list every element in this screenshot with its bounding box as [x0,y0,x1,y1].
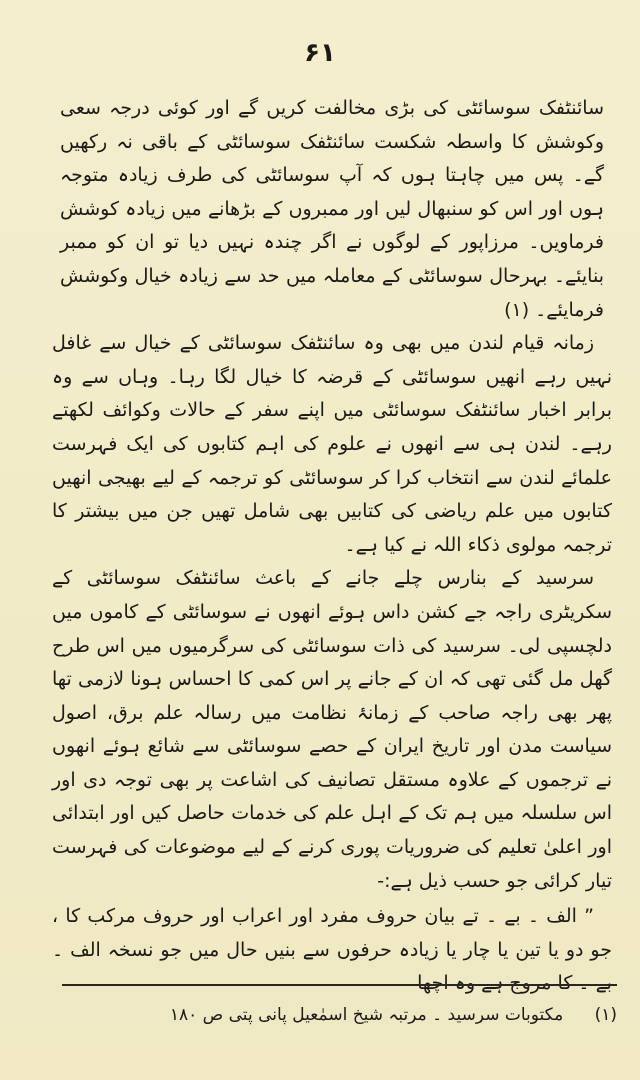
footnote-marker: (۱) [594,1005,617,1025]
footnote-divider [62,984,617,986]
footnote-reference: (۱) [504,298,530,321]
letter-paragraph [52,92,612,327]
benares-paragraph: سرسید کے بنارس چلے جانے کے باعث سائنٹفک سوسائٹی کے سکریٹری راجہ جے کشن داس ہوئے انھوں نے سوسائٹی کے کاموں میں دلچسپی لی۔ سرسید کی ذات سوسائٹی کی سرگرمیوں میں اس طرح گھل مل گئی تھی کہ ان کے جانے پر اس کمی کا احساس ہونا لازمی تھا پھر بھی راجہ صاحب کے زمانۂ نظامت میں رسالہ علم برق، اصول سیاست مدن اور تاریخ ایران کے حصے سوسائٹی سے شائع ہوئے انھوں نے ترجموں کے علاوہ مستقل تصانیف کی اشاعت پر بھی توجہ دی اور اس سلسلہ میں ہم تک کے اہل علم کی خدمات حاصل کیں اور ابتدائی اور اعلیٰ تعلیم کی ضروریات پوری کرنے کے لیے موضوعات کی فہرست تیار کرائی جو حسب ذیل ہے:- [52,567,612,892]
quoted-paragraph: ” الف ۔ بے ۔ تے بیان حروف مفرد اور اعراب اور حروف مرکب کا ، جو دو یا تین یا چار یا زیادہ حرفوں سے بنیں حال میں جو نسخہ الف ۔ بے ۔ کا مروج ہے وہ اچھا [52,905,612,995]
page-number: ۶۱ [304,38,336,68]
london-paragraph: زمانہ قیام لندن میں بھی وہ سائنٹفک سوسائٹی کے خیال سے غافل نہیں رہے انھیں سوسائٹی کے قرضہ کا خیال لگا رہا۔ وہاں سے وہ برابر اخبار سائنٹفک سوسائٹی میں اپنے سفر کے حالات وکوائف لکھتے رہے۔ لندن ہی سے انھوں نے علوم کی اہم کتابوں کی ایک فہرست علمائے لندن سے انتخاب کرا کر سوسائٹی کو ترجمہ کے لیے بھیجی انھیں کتابوں میں علم ریاضی کی کتابیں بھی شامل تھیں جن میں بیشتر کا ترجمہ مولوی ذکاء اللہ نے کیا ہے۔ [52,332,612,556]
letter-text: سائنٹفک سوسائٹی کی بڑی مخالفت کریں گے اور کوئی درجہ سعی وکوشش کا واسطہ شکست سائنٹفک سوسائٹی کے باقی نہ رکھیں گے۔ پس میں چاہتا ہوں کہ آپ سوسائٹی کی طرف زیادہ متوجہ ہوں اور اس کو سنبھال لیں اور ممبروں کے بڑھانے میں زیادہ کوشش فرماویں۔ مرزاپور کے لوگوں نے اگر چندہ نہیں دیا تو ان کو ممبر بنایئے۔ بہرحال سوسائٹی کے معاملہ میں حد سے زیادہ خیال وکوشش فرمایئے۔ [60,97,604,321]
main-text [52,92,612,1001]
footnote-text: مکتوبات سرسید ۔ مرتبہ شیخ اسمٰعیل پانی پتی ص ۱۸۰ [169,1005,564,1025]
footnote [62,1000,617,1030]
